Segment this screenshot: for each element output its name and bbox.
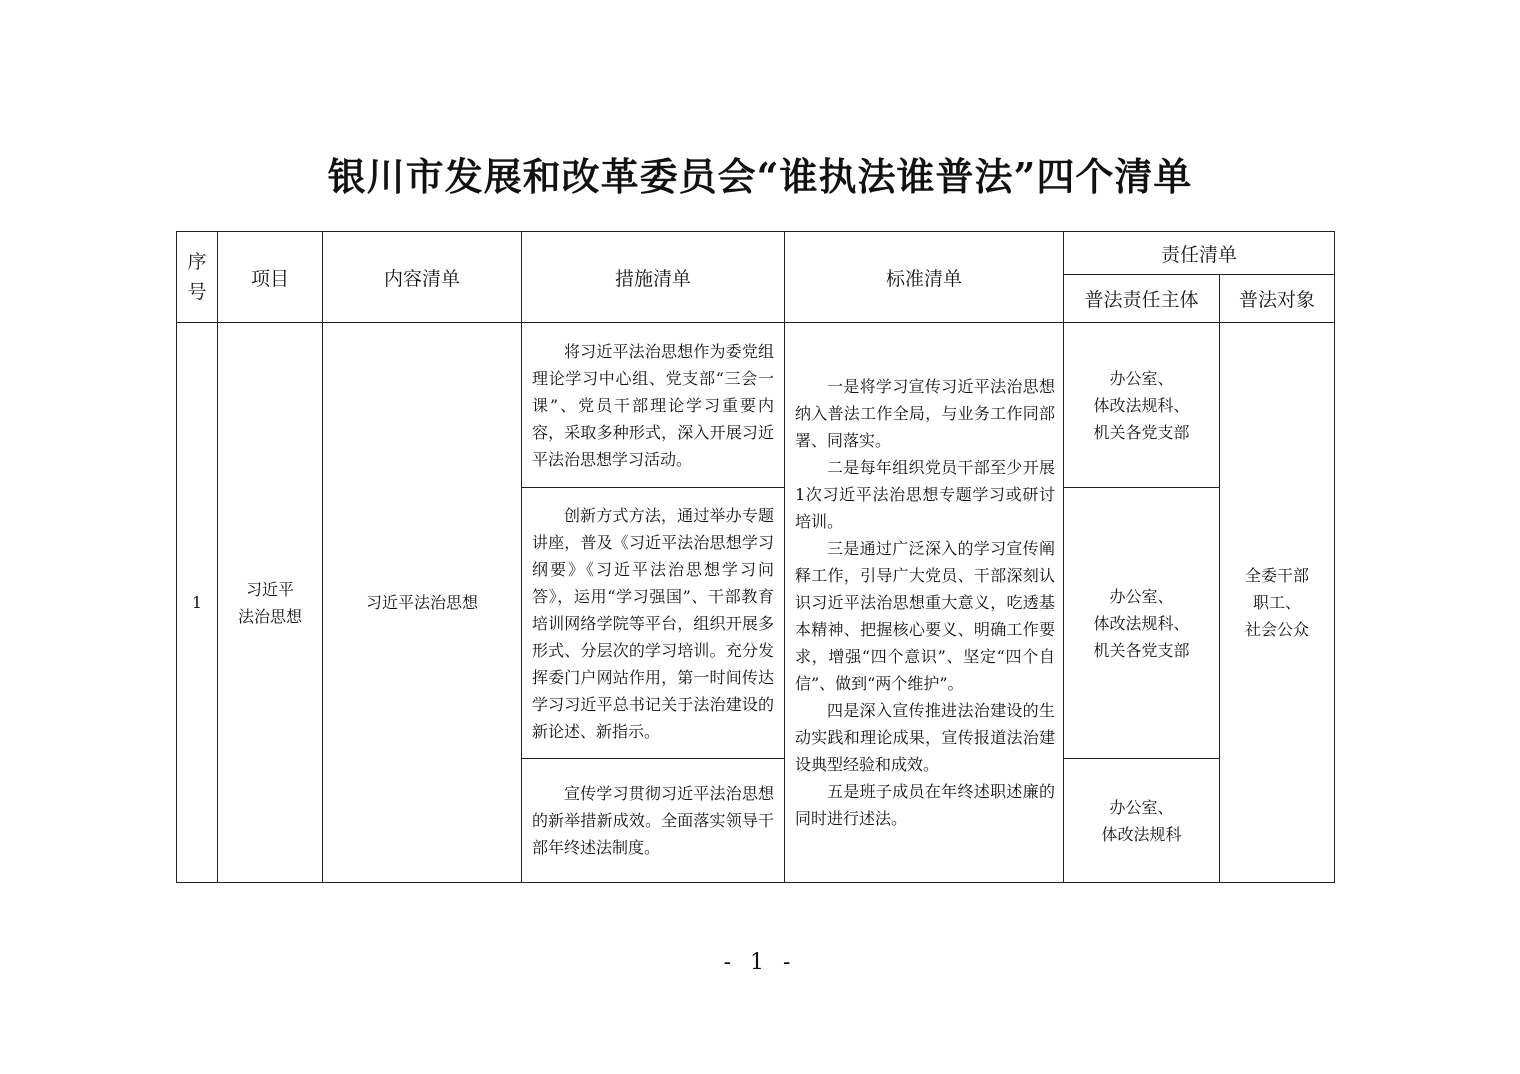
header-seq-char-2: 号 [187, 281, 207, 303]
cell-subject-1 [1064, 323, 1220, 488]
standard-item-1: 一是将学习宣传习近平法治思想纳入普法工作全局，与业务工作同部署、同落实。 [795, 377, 1055, 450]
subject-3-line-1: 办公室、 [1109, 797, 1174, 817]
header-standard-list: 标准清单 [785, 232, 1064, 323]
header-seq-char-1: 序 [187, 251, 207, 273]
subject-2-line-1: 办公室、 [1109, 586, 1174, 606]
page-number: - 1 - [723, 950, 797, 975]
table-row [177, 323, 1335, 488]
target-line-1: 全委干部 [1245, 566, 1310, 585]
header-project: 项目 [218, 232, 323, 323]
standard-item-2: 二是每年组织党员干部至少开展1次习近平法治思想专题学习或研讨培训。 [795, 458, 1055, 531]
cell-subject-3 [1064, 759, 1220, 883]
subject-1-line-3: 机关各党支部 [1093, 422, 1190, 442]
header-measure-list: 措施清单 [522, 232, 785, 323]
standard-item-3: 三是通过广泛深入的学习宣传阐释工作，引导广大党员、干部深刻认识习近平法治思想重大意义，吃透基本精神、把握核心要义、明确工作要求，增强“四个意识”、坚定“四个自信”、做到“两个维护”。 [795, 539, 1055, 693]
target-line-3: 社会公众 [1245, 620, 1310, 639]
cell-subject-2 [1064, 488, 1220, 759]
subject-1-line-1: 办公室、 [1109, 368, 1174, 388]
subject-3-line-2: 体改法规科 [1101, 824, 1182, 844]
header-responsibility-subject: 普法责任主体 [1064, 275, 1220, 323]
cell-measure-2: 创新方式方法，通过举办专题讲座，普及《习近平法治思想学习纲要》《习近平法治思想学习问答》，运用“学习强国”、干部教育培训网络学院等平台，组织开展多形式、分层次的学习培训。充分发挥委门户网站作用，第一时间传达学习习近平总书记关于法治建设的新论述、新指示。 [522, 488, 785, 759]
cell-target [1220, 323, 1335, 883]
cell-project [218, 323, 323, 883]
cell-standard [785, 323, 1064, 883]
subject-2-line-2: 体改法规科、 [1093, 613, 1190, 633]
project-line-2: 法治思想 [237, 606, 302, 626]
cell-measure-1: 将习近平法治思想作为委党组理论学习中心组、党支部“三会一课”、党员干部理论学习重要内容，采取多种形式，深入开展习近平法治思想学习活动。 [522, 323, 785, 488]
standard-item-4: 四是深入宣传推进法治建设的生动实践和理论成果，宣传报道法治建设典型经验和成效。 [795, 701, 1055, 774]
header-row-top [177, 232, 1335, 275]
cell-content: 习近平法治思想 [323, 323, 522, 883]
cell-seq: 1 [177, 323, 218, 883]
cell-measure-3: 宣传学习贯彻习近平法治思想的新举措新成效。全面落实领导干部年终述法制度。 [522, 759, 785, 883]
subject-2-line-3: 机关各党支部 [1093, 640, 1190, 660]
header-target-audience: 普法对象 [1220, 275, 1335, 323]
subject-1-line-2: 体改法规科、 [1093, 395, 1190, 415]
target-line-2: 职工、 [1253, 593, 1302, 612]
header-responsibility-list: 责任清单 [1064, 232, 1335, 275]
standard-item-5: 五是班子成员在年终述职述廉的同时进行述法。 [795, 782, 1055, 828]
four-lists-table [176, 231, 1335, 883]
header-content-list: 内容清单 [323, 232, 522, 323]
header-seq [177, 232, 218, 323]
document-title: 银川市发展和改革委员会“谁执法谁普法”四个清单 [327, 154, 1193, 199]
project-line-1: 习近平 [245, 579, 294, 599]
